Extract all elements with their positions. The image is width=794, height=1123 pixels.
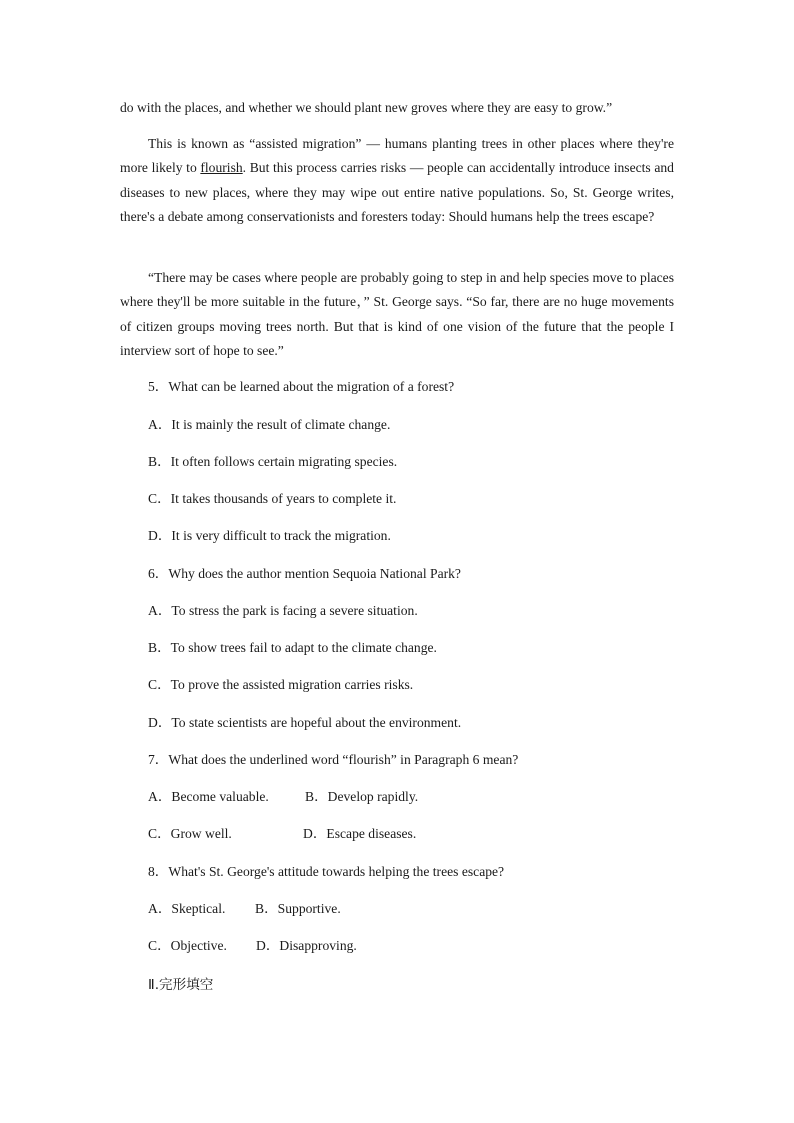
paragraph-text: “There may be cases where people are probably going to step in and help species move to places where they'll be more suitable in the future，” St. George says. “So far, there are no huge movements of citizen groups moving trees north. But that is kind of one vision of the future that the people I interview sort of hope to see.” xyxy=(120,270,674,358)
underlined-word-flourish: flourish xyxy=(200,160,243,176)
question-5-stem: 5．What can be learned about the migration of a forest? xyxy=(148,379,455,394)
question-7-option-a: A．Become valuable. xyxy=(148,789,269,804)
question-8-stem: 8．What's St. George's attitude towards helping the trees escape? xyxy=(148,864,505,879)
question-8-option-d: D．Disapproving. xyxy=(256,938,357,953)
question-7-option-d: D．Escape diseases. xyxy=(303,826,417,841)
question-5-option-c: C．It takes thousands of years to complete it. xyxy=(148,491,397,506)
paragraph-text: do with the places, and whether we should plant new groves where they are easy to grow.” xyxy=(120,100,613,115)
question-6-option-d: D．To state scientists are hopeful about the environment. xyxy=(148,715,462,730)
paragraph-text: . But this process carries risks — people can accidentally introduce insects and diseases to new places, where they may wipe out entire native populations. So, St. George writes, there's a debate among conservationists and foresters today: Should humans help the trees escape? xyxy=(120,160,674,224)
question-7-stem: 7．What does the underlined word “flourish” in Paragraph 6 mean? xyxy=(148,752,519,767)
paragraph-continuation xyxy=(120,96,674,120)
question-8-option-c: C．Objective. xyxy=(148,938,227,953)
paragraph-assisted-migration xyxy=(120,132,674,229)
paragraph-text: This is known as “assisted migration” — humans planting trees in other places where they're more likely to xyxy=(120,136,674,176)
question-7-option-b: B．Develop rapidly. xyxy=(305,789,419,804)
paragraph-st-george-quote xyxy=(120,266,674,363)
question-8-option-b: B．Supportive. xyxy=(255,901,341,916)
question-5-option-b: B．It often follows certain migrating species. xyxy=(148,454,398,469)
question-8-option-a: A．Skeptical. xyxy=(148,901,226,916)
question-7-option-c: C．Grow well. xyxy=(148,826,232,841)
question-6-option-a: A．To stress the park is facing a severe situation. xyxy=(148,603,418,618)
question-5-option-d: D．It is very difficult to track the migration. xyxy=(148,528,391,543)
question-6-option-b: B．To show trees fail to adapt to the climate change. xyxy=(148,640,437,655)
question-5-option-a: A．It is mainly the result of climate change. xyxy=(148,417,391,432)
question-6-option-c: C．To prove the assisted migration carries risks. xyxy=(148,677,414,692)
question-6-stem: 6．Why does the author mention Sequoia National Park? xyxy=(148,566,461,581)
section-heading-cloze: Ⅱ.完形填空 xyxy=(148,977,214,993)
